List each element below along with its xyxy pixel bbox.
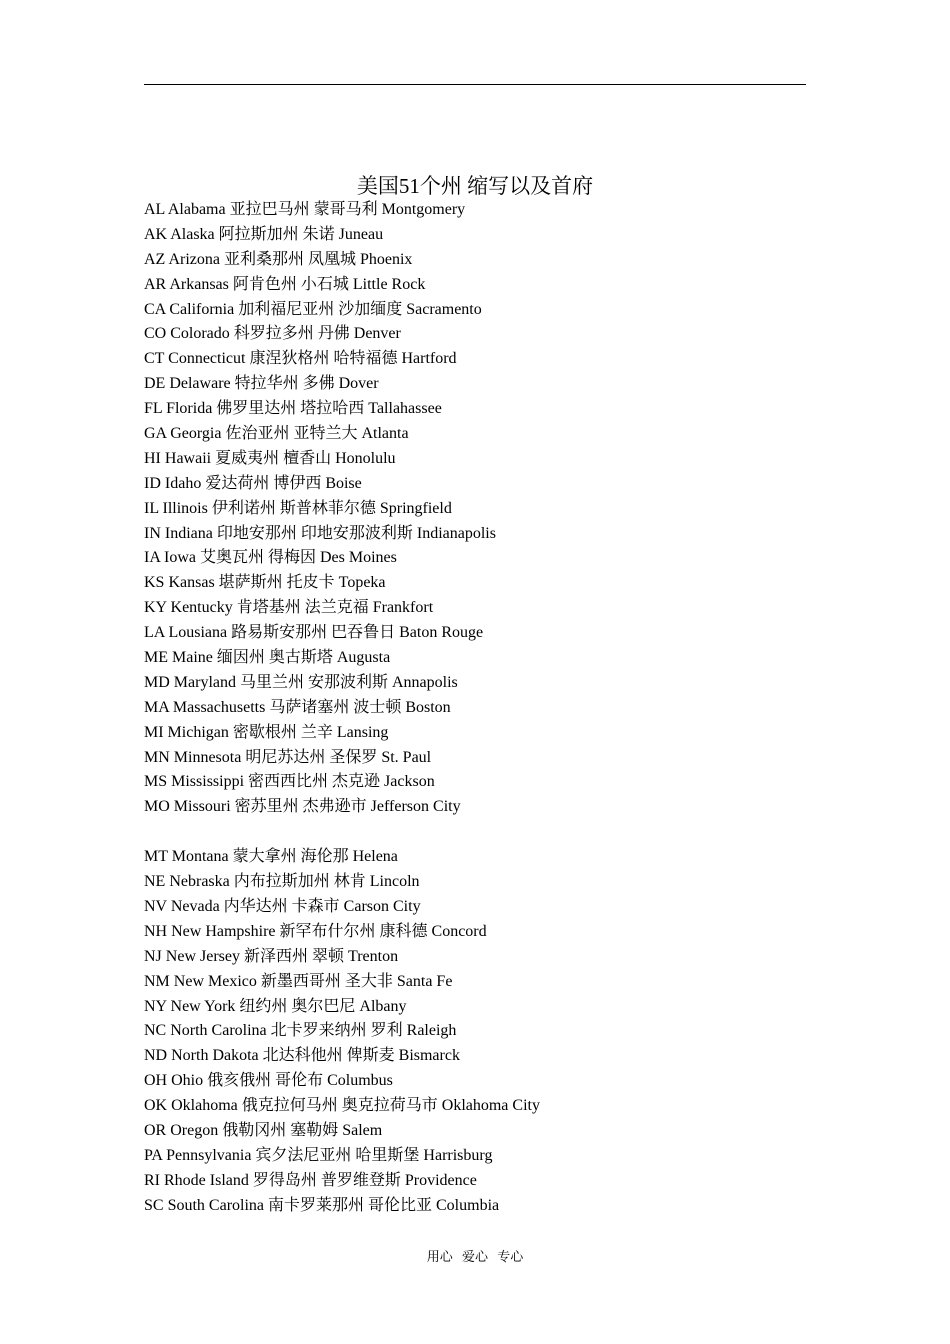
state-entry: OH Ohio 俄亥俄州 哥伦布 Columbus: [144, 1072, 393, 1090]
state-entry: NC North Carolina 北卡罗来纳州 罗利 Raleigh: [144, 1022, 457, 1040]
state-entry: DE Delaware 特拉华州 多佛 Dover: [144, 375, 379, 393]
header-rule: [144, 84, 806, 85]
state-entry: AL Alabama 亚拉巴马州 蒙哥马利 Montgomery: [144, 201, 466, 218]
state-entry: MO Missouri 密苏里州 杰弗逊市 Jefferson City: [144, 798, 461, 816]
state-entry: NH New Hampshire 新罕布什尔州 康科德 Concord: [144, 922, 487, 940]
state-entry: MS Mississippi 密西西比州 杰克逊 Jackson: [144, 773, 435, 791]
state-entry: PA Pennsylvania 宾夕法尼亚州 哈里斯堡 Harrisburg: [144, 1146, 493, 1164]
state-entry: MT Montana 蒙大拿州 海伦那 Helena: [144, 848, 398, 866]
state-entry: KS Kansas 堪萨斯州 托皮卡 Topeka: [144, 574, 386, 592]
state-entry: AZ Arizona 亚利桑那州 凤凰城 Phoenix: [144, 250, 413, 268]
state-entry: MN Minnesota 明尼苏达州 圣保罗 St. Paul: [144, 748, 432, 766]
state-entry: IL Illinois 伊利诺州 斯普林菲尔德 Springfield: [144, 499, 452, 517]
state-entry: SC South Carolina 南卡罗莱那州 哥伦比亚 Columbia: [144, 1196, 500, 1214]
state-entry: HI Hawaii 夏威夷州 檀香山 Honolulu: [144, 449, 396, 467]
page-footer: 用心 爱心 专心: [426, 1249, 524, 1264]
state-entry: MD Maryland 马里兰州 安那波利斯 Annapolis: [144, 673, 458, 691]
state-entry: CA California 加利福尼亚州 沙加缅度 Sacramento: [144, 300, 482, 318]
state-entry: ID Idaho 爱达荷州 博伊西 Boise: [144, 474, 362, 492]
state-list: [144, 198, 540, 1219]
state-entry: ME Maine 缅因州 奥古斯塔 Augusta: [144, 649, 391, 667]
page-title: 美国51个州 缩写以及首府: [356, 174, 594, 198]
state-entry: NV Nevada 内华达州 卡森市 Carson City: [144, 897, 421, 915]
state-entry: NE Nebraska 内布拉斯加州 林肯 Lincoln: [144, 873, 420, 891]
state-entry: GA Georgia 佐治亚州 亚特兰大 Atlanta: [144, 425, 409, 443]
state-entry: AR Arkansas 阿肯色州 小石城 Little Rock: [144, 275, 426, 293]
state-entry: RI Rhode Island 罗得岛州 普罗维登斯 Providence: [144, 1171, 477, 1189]
state-entry: CT Connecticut 康涅狄格州 哈特福德 Hartford: [144, 350, 457, 368]
state-entry: NM New Mexico 新墨西哥州 圣大非 Santa Fe: [144, 972, 453, 990]
state-entry: IN Indiana 印地安那州 印地安那波利斯 Indianapolis: [144, 524, 496, 542]
state-entry: AK Alaska 阿拉斯加州 朱诺 Juneau: [144, 225, 384, 243]
state-entry: IA Iowa 艾奥瓦州 得梅因 Des Moines: [144, 549, 397, 567]
list-spacer: [144, 820, 540, 845]
state-entry: NY New York 纽约州 奥尔巴尼 Albany: [144, 997, 407, 1015]
state-entry: LA Lousiana 路易斯安那州 巴吞鲁日 Baton Rouge: [144, 624, 484, 642]
state-entry: OK Oklahoma 俄克拉何马州 奥克拉荷马市 Oklahoma City: [144, 1097, 540, 1115]
state-entry: KY Kentucky 肯塔基州 法兰克福 Frankfort: [144, 599, 434, 617]
state-entry: MA Massachusetts 马萨诸塞州 波士顿 Boston: [144, 698, 451, 716]
state-entry: FL Florida 佛罗里达州 塔拉哈西 Tallahassee: [144, 400, 442, 418]
state-entry: ND North Dakota 北达科他州 俾斯麦 Bismarck: [144, 1047, 460, 1065]
state-entry: MI Michigan 密歇根州 兰辛 Lansing: [144, 723, 389, 741]
state-entry: OR Oregon 俄勒冈州 塞勒姆 Salem: [144, 1121, 383, 1139]
state-entry: CO Colorado 科罗拉多州 丹佛 Denver: [144, 325, 401, 343]
state-entry: NJ New Jersey 新泽西州 翠顿 Trenton: [144, 947, 399, 965]
